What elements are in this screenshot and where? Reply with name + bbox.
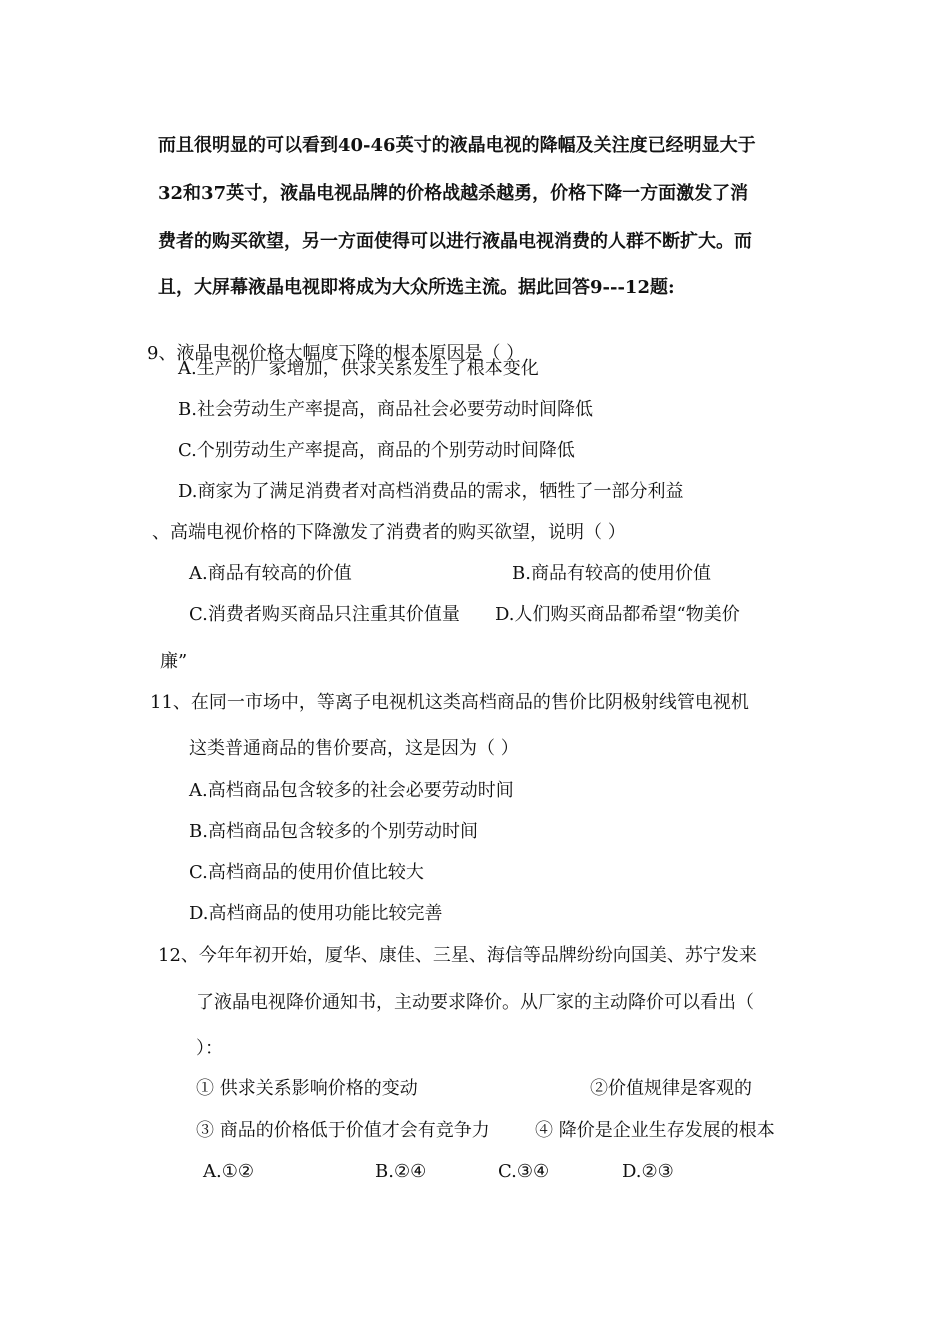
q10-option-b: B.商品有较高的使用价值	[512, 563, 711, 584]
q12-statement-1: ① 供求关系影响价格的变动	[196, 1078, 418, 1099]
q10-option-d: D.人们购买商品都希望“物美价	[495, 604, 740, 625]
q11-stem-line-1: 11、在同一市场中，等离子电视机这类高档商品的售价比阴极射线管电视机	[150, 692, 749, 713]
q11-option-c: C.高档商品的使用价值比较大	[189, 862, 424, 883]
q12-stem-line-3: ）：	[196, 1038, 223, 1059]
q11-option-b: B.高档商品包含较多的个别劳动时间	[189, 821, 478, 842]
q12-statement-2: ②价值规律是客观的	[590, 1078, 752, 1099]
passage-line-2: 32和37英寸，液晶电视品牌的价格战越杀越勇，价格下降一方面激发了消	[158, 183, 749, 204]
q11-option-d: D.高档商品的使用功能比较完善	[189, 903, 443, 924]
q9-option-d: D.商家为了满足消费者对高档消费品的需求，牺牲了一部分利益	[178, 481, 684, 502]
passage-line-1: 而且很明显的可以看到40-46英寸的液晶电视的降幅及关注度已经明显大于	[158, 135, 756, 156]
q9-stem: 9、液晶电视价格大幅度下降的根本原因是（ ）	[147, 343, 525, 364]
q10-option-d-continued: 廉”	[160, 651, 188, 672]
q9-option-c: C.个别劳动生产率提高，商品的个别劳动时间降低	[178, 440, 575, 461]
q12-option-c: C.③④	[498, 1161, 550, 1182]
q12-statement-3: ③ 商品的价格低于价值才会有竞争力	[196, 1120, 490, 1141]
q12-option-b: B.②④	[375, 1161, 427, 1182]
q10-option-c: C.消费者购买商品只注重其价值量	[189, 604, 460, 625]
q11-stem-line-2: 这类普通商品的售价要高，这是因为（ ）	[189, 738, 519, 759]
q9-option-b: B.社会劳动生产率提高，商品社会必要劳动时间降低	[178, 399, 593, 420]
q12-option-a: A.①②	[203, 1161, 254, 1182]
q10-option-a: A.商品有较高的价值	[189, 563, 352, 584]
q10-stem: 、高端电视价格的下降激发了消费者的购买欲望，说明（ ）	[152, 522, 626, 543]
q12-stem-line-1: 12、今年年初开始，厦华、康佳、三星、海信等品牌纷纷向国美、苏宁发来	[158, 945, 757, 966]
q12-stem-line-2: 了液晶电视降价通知书，主动要求降价。从厂家的主动降价可以看出（	[196, 992, 754, 1013]
q11-option-a: A.高档商品包含较多的社会必要劳动时间	[189, 780, 514, 801]
passage-line-4: 且，大屏幕液晶电视即将成为大众所选主流。据此回答9---12题:	[158, 277, 675, 298]
q12-statement-4: ④ 降价是企业生存发展的根本	[535, 1120, 775, 1141]
q9-option-a: A.生产的厂家增加，供求关系发生了根本变化	[178, 358, 539, 379]
passage-line-3: 费者的购买欲望，另一方面使得可以进行液晶电视消费的人群不断扩大。而	[158, 231, 752, 252]
q12-option-d: D.②③	[622, 1161, 674, 1182]
